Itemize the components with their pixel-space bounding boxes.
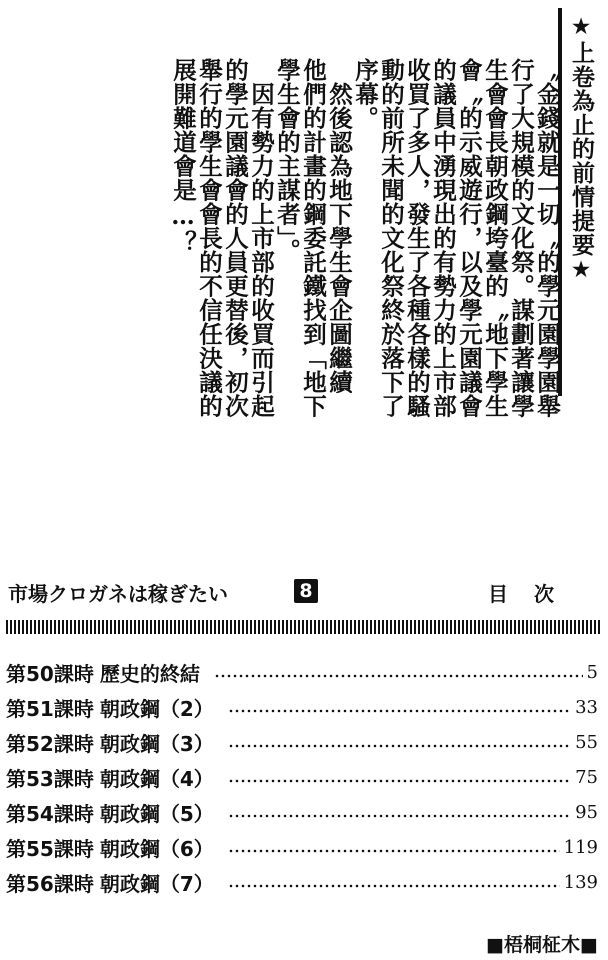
synopsis-column: 動的前所未聞的文化祭終於落下了 xyxy=(377,58,405,418)
volume-badge: 8 xyxy=(294,579,318,603)
author-credit: ■梧桐柾木■ xyxy=(486,934,598,956)
toc-label: 目次 xyxy=(488,582,580,606)
synopsis-column: 行了大規模的文化祭。謀劃著讓學 xyxy=(507,58,535,418)
synopsis-column: 學生會的主謀者」。 xyxy=(273,58,301,263)
toc-entry xyxy=(6,760,598,795)
toc-lesson: 第56課時 xyxy=(6,872,94,896)
dot-leader xyxy=(228,744,571,748)
toc-lesson: 第51課時 xyxy=(6,697,94,721)
toc-chapter: 朝政鋼（2） xyxy=(99,697,214,721)
toc-chapter: 歷史的終結 xyxy=(99,662,200,686)
toc-page-number: 119 xyxy=(563,837,598,858)
toc-lesson: 第55課時 xyxy=(6,837,94,861)
synopsis-column: 的議員中湧現出的有勢力的上市部 xyxy=(429,58,457,418)
toc-header xyxy=(8,576,600,610)
dot-leader xyxy=(228,849,560,853)
toc-entry xyxy=(6,795,598,830)
synopsis-column: 他們的計畫的鋼委託鐵找到「地下 xyxy=(299,58,327,418)
synopsis-column: 會〝的示威遊行，以及學元園議會 xyxy=(455,58,483,418)
toc-chapter: 朝政鋼（7） xyxy=(99,872,214,896)
toc-entry xyxy=(6,865,598,900)
toc-page-number: 95 xyxy=(575,802,598,823)
dot-leader xyxy=(214,674,583,678)
toc-entry xyxy=(6,830,598,865)
toc-list xyxy=(6,655,598,900)
synopsis-column: 因有勢力的上市部的收買而引起 xyxy=(247,82,275,418)
synopsis-column: 的學元園議會的人員更替後，初次 xyxy=(221,58,249,418)
synopsis-text xyxy=(169,58,561,498)
toc-chapter: 朝政鋼（6） xyxy=(99,837,214,861)
toc-page-number: 139 xyxy=(563,872,598,893)
toc-lesson: 第54課時 xyxy=(6,802,94,826)
synopsis-column: 展開難道會是…？ xyxy=(169,58,197,255)
toc-chapter: 朝政鋼（3） xyxy=(99,732,214,756)
toc-entry xyxy=(6,725,598,760)
dot-leader xyxy=(228,709,571,713)
toc-page-number: 55 xyxy=(575,732,598,753)
synopsis-column: 然後認為地下學生會企圖繼續 xyxy=(325,82,353,394)
series-title: 市場クロガネは稼ぎたい xyxy=(8,582,228,606)
hatched-divider xyxy=(6,620,602,634)
toc-lesson: 第50課時 xyxy=(6,662,94,686)
toc-page-number: 75 xyxy=(575,767,598,788)
synopsis-column: 舉行的學生會會長的不信任決議的 xyxy=(195,58,223,418)
dot-leader xyxy=(228,779,571,783)
dot-leader xyxy=(228,814,571,818)
toc-chapter: 朝政鋼（4） xyxy=(99,767,214,791)
synopsis-column: 〝金錢就是一切〝的學元園學園舉 xyxy=(533,58,561,418)
toc-lesson: 第53課時 xyxy=(6,767,94,791)
toc-entry xyxy=(6,655,598,690)
dot-leader xyxy=(228,884,560,888)
toc-lesson: 第52課時 xyxy=(6,732,94,756)
synopsis-column: 序幕。 xyxy=(351,58,379,130)
synopsis-column: 收買了多人，發生了各種各樣的騷 xyxy=(403,58,431,418)
toc-entry xyxy=(6,690,598,725)
toc-page-number: 33 xyxy=(575,697,598,718)
synopsis-title: ★上卷為止的前情提要★ xyxy=(568,14,594,284)
toc-chapter: 朝政鋼（5） xyxy=(99,802,214,826)
synopsis-column: 生會會長朝政鋼垮臺的〝地下學生 xyxy=(481,58,509,418)
toc-page-number: 5 xyxy=(586,662,598,683)
